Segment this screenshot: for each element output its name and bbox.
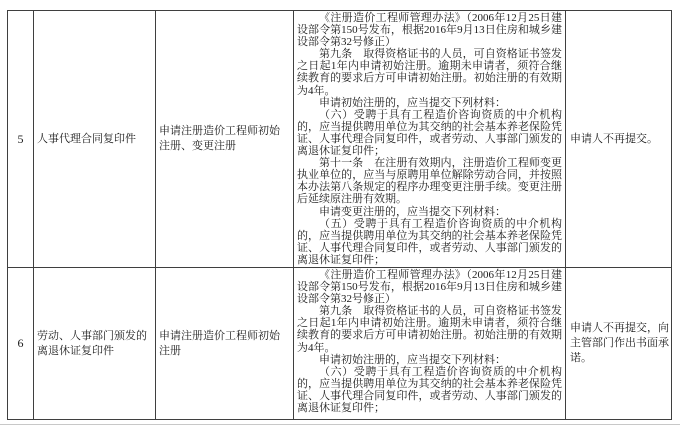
legal-paragraph: 申请初始注册的，应当提交下列材料： — [319, 96, 506, 109]
row-number-cell: 6 — [8, 268, 34, 420]
legal-paragraph: 第十一条 在注册有效期内，注册造价工程师变更执业单位的，应当与原聘用单位解除劳动合同，并按照本办法第八条规定的程序办理变更注册手续。变更注册后延续原注册有效期。 — [297, 157, 562, 206]
material-name-text: 人事代理合同复印件 — [37, 132, 136, 145]
legal-paragraph: （五）受聘于具有工程造价咨询资质的中介机构的，应当提供聘用单位为其交纳的社会基本养老保险凭证、人事代理合同复印件，或者劳动、人事部门颁发的离退休证复印件； — [297, 217, 562, 266]
legal-paragraph: （六）受聘于具有工程造价咨询资质的中介机构的，应当提供聘用单位为其交纳的社会基本养老保险凭证、人事代理合同复印件，或者劳动、人事部门颁发的离退休证复印件； — [297, 365, 562, 415]
application-type-text: 申请注册造价工程师初始注册 — [159, 329, 280, 357]
legal-paragraph: 申请初始注册的，应当提交下列材料： — [319, 353, 506, 366]
materials-table — [7, 10, 672, 420]
legal-paragraph: 申请变更注册的，应当提交下列材料： — [319, 205, 506, 218]
application-type-cell — [156, 268, 294, 420]
note-cell — [566, 11, 672, 268]
material-name-cell — [34, 268, 156, 420]
note-text: 申请人不再提交。 — [570, 132, 658, 145]
legal-paragraph: 《注册造价工程师管理办法》（2006年12月25日建设部令第150号发布，根据2016年9月13日住房和城乡建设部令第32号修正） — [297, 12, 562, 49]
legal-paragraph: 第九条 取得资格证书的人员，可自资格证书签发之日起1年内申请初始注册。逾期未申请者，须符合继续教育的要求后方可申请初始注册。初始注册的有效期为4年。 — [297, 305, 562, 354]
row-number-cell: 5 — [8, 11, 34, 268]
material-name-cell — [34, 11, 156, 268]
material-name-text: 劳动、人事部门颁发的离退休证复印件 — [37, 329, 147, 357]
legal-paragraph: 第九条 取得资格证书的人员，可自资格证书签发之日起1年内申请初始注册。逾期未申请者，须符合继续教育的要求后方可申请初始注册。初始注册的有效期为4年。 — [297, 48, 562, 97]
application-type-cell — [156, 11, 294, 268]
note-cell — [566, 268, 672, 420]
note-text: 申请人不再提交，向主管部门作出书面承诺。 — [570, 322, 669, 364]
legal-basis-cell — [294, 11, 566, 268]
legal-basis-cell — [294, 268, 566, 420]
application-type-text: 申请注册造价工程师初始注册、变更注册 — [159, 125, 280, 152]
scan-edge-line — [0, 424, 680, 425]
legal-paragraph: 《注册造价工程师管理办法》（2006年12月25日建设部令第150号发布，根据2016年9月13日住房和城乡建设部令第32号修正） — [297, 269, 562, 306]
legal-paragraph: （六）受聘于具有工程造价咨询资质的中介机构的，应当提供聘用单位为其交纳的社会基本养老保险凭证、人事代理合同复印件，或者劳动、人事部门颁发的离退休证复印件； — [297, 108, 562, 158]
